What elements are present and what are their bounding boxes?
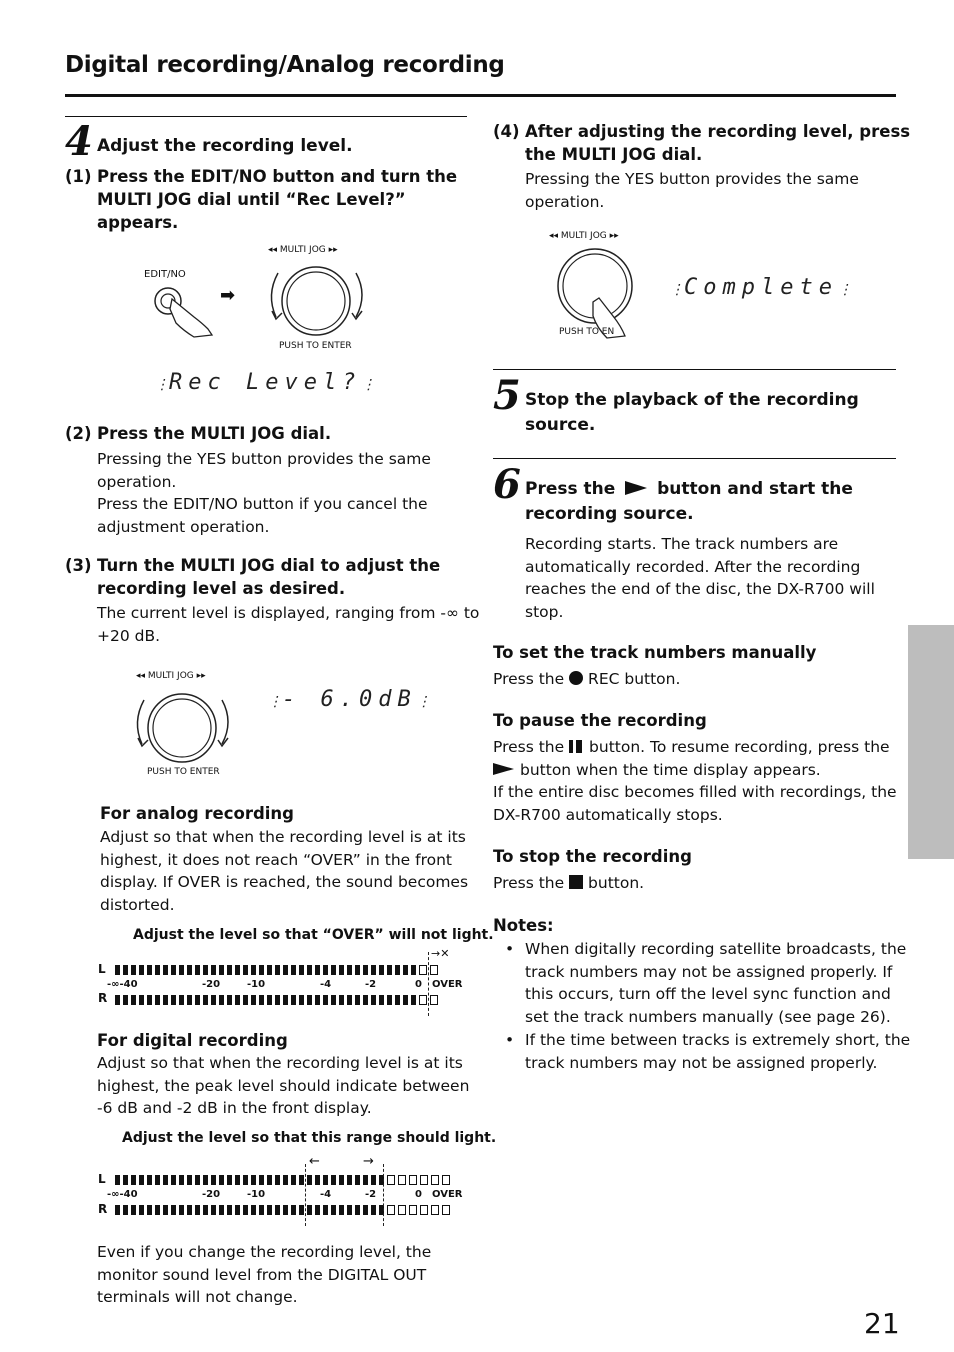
meter-segment-lit bbox=[147, 1175, 152, 1185]
lcd-complete: ⋮Complete⋮ bbox=[670, 275, 852, 300]
meter-segment-lit bbox=[147, 965, 152, 975]
meter-segment-lit bbox=[131, 965, 136, 975]
step4-rule bbox=[65, 116, 467, 117]
meter-segment-lit bbox=[379, 965, 384, 975]
meter-segment-lit bbox=[259, 995, 264, 1005]
meter-segment-unlit bbox=[442, 1205, 450, 1215]
step6-number: 6 bbox=[493, 461, 521, 508]
meter-segment-lit bbox=[291, 965, 296, 975]
meter-r-label: R bbox=[98, 991, 108, 1005]
meter-segment-unlit bbox=[431, 1205, 439, 1215]
meter-segment-lit bbox=[219, 995, 224, 1005]
meter-segment-lit bbox=[299, 1205, 304, 1215]
meter-segment-lit bbox=[195, 995, 200, 1005]
multijog-label: ◂◂ MULTI JOG ▸▸ bbox=[136, 671, 206, 681]
note-item: When digitally recording satellite broadcasts, the track numbers may not be assigned properly. If this occurs, turn off the level sync function and set the track numbers manually (see page 26). bbox=[525, 940, 907, 1026]
meter-segment-lit bbox=[299, 1175, 304, 1185]
meter-segment-lit bbox=[211, 1205, 216, 1215]
meter-segment-lit bbox=[219, 1175, 224, 1185]
meter-segment-lit bbox=[315, 1205, 320, 1215]
meter-l-label: L bbox=[98, 962, 106, 976]
meter-segment-lit bbox=[187, 1175, 192, 1185]
meter-segment-lit bbox=[291, 1175, 296, 1185]
analog-body: Adjust so that when the recording level is at its highest, it does not reach “OVER” in the front display. If OVER is reached, the sound becomes distorted. bbox=[100, 828, 469, 914]
meter-segment-unlit bbox=[387, 1205, 395, 1215]
meter-segment-lit bbox=[123, 1175, 128, 1185]
meter-segment-lit bbox=[283, 995, 288, 1005]
editno-label: EDIT/NO bbox=[144, 269, 186, 280]
page-number: 21 bbox=[864, 1307, 900, 1340]
tick-minus-20: -20 bbox=[202, 1189, 221, 1200]
meter-segment-lit bbox=[147, 1205, 152, 1215]
meter-segment-unlit bbox=[430, 995, 438, 1005]
meter-segment-lit bbox=[243, 1205, 248, 1215]
step6-heading: Press the button and start the recording source. bbox=[525, 479, 853, 524]
meter-segment-lit bbox=[259, 1175, 264, 1185]
meter-segment-lit bbox=[227, 995, 232, 1005]
meter-segment-lit bbox=[283, 1175, 288, 1185]
meter-segment-lit bbox=[211, 1175, 216, 1185]
manual-heading: To set the track numbers manually bbox=[493, 643, 817, 662]
sub1-number: (1) bbox=[65, 167, 92, 186]
meter-segment-lit bbox=[403, 965, 408, 975]
meter-segment-lit bbox=[227, 1205, 232, 1215]
note-bullet: • bbox=[505, 1031, 515, 1049]
title-rule bbox=[65, 94, 896, 97]
note-item: If the time between tracks is extremely short, the track numbers may not be assigned properly. bbox=[525, 1031, 911, 1072]
meter-segment-lit bbox=[195, 1205, 200, 1215]
meter-segment-lit bbox=[259, 965, 264, 975]
figure-editno-multijog bbox=[140, 243, 380, 358]
meter-segment-unlit bbox=[420, 1205, 428, 1215]
meter-segment-unlit bbox=[442, 1175, 450, 1185]
meter-segment-lit bbox=[227, 965, 232, 975]
meter-segment-unlit bbox=[430, 965, 438, 975]
meter-segment-lit bbox=[195, 1175, 200, 1185]
arrow-right-icon: ➡ bbox=[220, 285, 236, 306]
meter-segment-lit bbox=[139, 965, 144, 975]
meter-segment-lit bbox=[267, 995, 272, 1005]
monitor-note: Even if you change the recording level, the monitor sound level from the DIGITAL OUT terminals will not change. bbox=[97, 1243, 432, 1306]
manual-body: Press the REC button. bbox=[493, 670, 681, 688]
meter-l-label: L bbox=[98, 1172, 106, 1186]
push-to-enter-label: PUSH TO ENTER bbox=[147, 767, 220, 777]
tick-over: OVER bbox=[432, 1189, 463, 1200]
meter-segment-lit bbox=[283, 965, 288, 975]
meter-segment-lit bbox=[403, 995, 408, 1005]
meter-segment-unlit bbox=[419, 965, 427, 975]
sub2-number: (2) bbox=[65, 424, 92, 443]
sub4-heading: After adjusting the recording level, press the MULTI JOG dial. bbox=[525, 122, 911, 164]
lcd-rec-level: ⋮Rec Level?⋮ bbox=[155, 370, 376, 395]
sub1-heading: Press the EDIT/NO button and turn the MULTI JOG dial until “Rec Level?” appears. bbox=[97, 167, 458, 232]
meter-segment-lit bbox=[283, 1205, 288, 1215]
meter-segment-lit bbox=[163, 1175, 168, 1185]
meter-segment-lit bbox=[187, 965, 192, 975]
meter-segment-lit bbox=[371, 965, 376, 975]
play-icon bbox=[625, 481, 647, 495]
meter-segment-lit bbox=[347, 995, 352, 1005]
meter-segment-unlit bbox=[420, 1175, 428, 1185]
meter-segment-lit bbox=[187, 995, 192, 1005]
meter-segment-lit bbox=[307, 965, 312, 975]
meter-segment-lit bbox=[155, 965, 160, 975]
meter-segment-lit bbox=[323, 1175, 328, 1185]
meter-segment-lit bbox=[131, 1175, 136, 1185]
meter-segment-lit bbox=[139, 995, 144, 1005]
notes-heading: Notes: bbox=[493, 916, 554, 935]
meter-segment-lit bbox=[211, 965, 216, 975]
tick-minus-2: -2 bbox=[365, 1189, 377, 1200]
meter-segment-lit bbox=[275, 965, 280, 975]
sub4-number: (4) bbox=[493, 122, 520, 141]
pause-heading: To pause the recording bbox=[493, 711, 707, 730]
meter-segment-lit bbox=[163, 965, 168, 975]
meter-segment-lit bbox=[371, 995, 376, 1005]
meter-segment-lit bbox=[267, 965, 272, 975]
meter-segment-lit bbox=[147, 995, 152, 1005]
step5-heading: Stop the playback of the recording source. bbox=[525, 390, 859, 435]
meter-segment-unlit bbox=[409, 1175, 417, 1185]
sub2-body: Pressing the YES button provides the same operation. Press the EDIT/NO button if you cancel the adjustment operation. bbox=[97, 450, 431, 536]
meter-segment-lit bbox=[171, 965, 176, 975]
meter-segment-unlit bbox=[398, 1205, 406, 1215]
tick-zero: 0 bbox=[415, 979, 422, 990]
meter-segment-lit bbox=[171, 1205, 176, 1215]
meter-segment-lit bbox=[363, 1175, 368, 1185]
sub2-heading: Press the MULTI JOG dial. bbox=[97, 424, 332, 443]
meter-segment-unlit bbox=[431, 1175, 439, 1185]
sub3-body: The current level is displayed, ranging from -∞ to +20 dB. bbox=[97, 604, 480, 645]
meter-segment-lit bbox=[139, 1205, 144, 1215]
meter-segment-lit bbox=[219, 965, 224, 975]
meter-segment-lit bbox=[115, 1175, 120, 1185]
meter-segment-lit bbox=[259, 1205, 264, 1215]
figure-jog-level bbox=[120, 668, 260, 783]
meter-segment-lit bbox=[323, 1205, 328, 1215]
range-end-line bbox=[383, 1164, 385, 1226]
meter-segment-lit bbox=[235, 965, 240, 975]
meter-segment-lit bbox=[363, 965, 368, 975]
multijog-label: ◂◂ MULTI JOG ▸▸ bbox=[549, 231, 619, 241]
meter-segment-lit bbox=[203, 995, 208, 1005]
step6-rule bbox=[493, 458, 896, 459]
hand-press-icon bbox=[150, 283, 215, 338]
meter-segment-lit bbox=[203, 1175, 208, 1185]
meter-segment-lit bbox=[123, 1205, 128, 1215]
meter-segment-lit bbox=[235, 1205, 240, 1215]
digital-heading: For digital recording bbox=[97, 1031, 288, 1050]
jog-dial-icon bbox=[258, 255, 378, 343]
section-tab bbox=[908, 625, 954, 859]
range-start-line bbox=[305, 1164, 307, 1226]
tick-zero: 0 bbox=[415, 1189, 422, 1200]
pause-body: Press the button. To resume recording, press the button when the time display appears. If the entire disc becomes filled with recordings, the DX-R700 automatically stops. bbox=[493, 738, 897, 824]
analog-heading: For analog recording bbox=[100, 804, 294, 823]
tick-minus-10: -10 bbox=[247, 1189, 266, 1200]
meter-segment-lit bbox=[235, 995, 240, 1005]
meter-segment-lit bbox=[275, 1175, 280, 1185]
meter-segment-lit bbox=[339, 1205, 344, 1215]
meter-segment-lit bbox=[267, 1205, 272, 1215]
step4-number: 4 bbox=[65, 118, 93, 165]
meter-segment-lit bbox=[371, 1205, 376, 1215]
sub3-number: (3) bbox=[65, 556, 92, 575]
meter-segment-lit bbox=[323, 995, 328, 1005]
meter-segment-lit bbox=[179, 1205, 184, 1215]
play-icon bbox=[493, 763, 514, 775]
meter-segment-lit bbox=[291, 1205, 296, 1215]
meter-segment-unlit bbox=[409, 1205, 417, 1215]
meter-segment-lit bbox=[411, 995, 416, 1005]
no-over-arrow-icon: →✕ bbox=[431, 947, 450, 960]
meter-segment-lit bbox=[187, 1205, 192, 1215]
meter-segment-lit bbox=[123, 995, 128, 1005]
meter-segment-lit bbox=[299, 995, 304, 1005]
meter-segment-lit bbox=[291, 995, 296, 1005]
meter-segment-lit bbox=[115, 1205, 120, 1215]
meter-segment-lit bbox=[315, 995, 320, 1005]
meter-segment-lit bbox=[251, 995, 256, 1005]
meter-segment-lit bbox=[323, 965, 328, 975]
meter-segment-lit bbox=[179, 1175, 184, 1185]
arrow-left-icon: ← bbox=[309, 1154, 320, 1169]
meter-segment-unlit bbox=[419, 995, 427, 1005]
tick-over: OVER bbox=[432, 979, 463, 990]
page-title: Digital recording/Analog recording bbox=[65, 52, 505, 78]
meter-segment-lit bbox=[347, 965, 352, 975]
meter-segment-lit bbox=[307, 1205, 312, 1215]
meter-segment-lit bbox=[171, 995, 176, 1005]
meter-segment-lit bbox=[355, 965, 360, 975]
meter-segment-lit bbox=[275, 995, 280, 1005]
meter-segment-lit bbox=[123, 965, 128, 975]
level-meter-analog bbox=[95, 947, 467, 1018]
pause-icon bbox=[569, 740, 576, 753]
meter-segment-lit bbox=[211, 995, 216, 1005]
multijog-label: ◂◂ MULTI JOG ▸▸ bbox=[268, 245, 338, 255]
meter-segment-lit bbox=[339, 1175, 344, 1185]
meter-segment-lit bbox=[131, 1205, 136, 1215]
meter-segment-lit bbox=[163, 995, 168, 1005]
sub4-body: Pressing the YES button provides the same operation. bbox=[525, 170, 859, 211]
meter-segment-lit bbox=[115, 995, 120, 1005]
meter-segment-lit bbox=[251, 1205, 256, 1215]
tick-minus-4: -4 bbox=[320, 1189, 332, 1200]
meter-segment-lit bbox=[387, 965, 392, 975]
meter-segment-lit bbox=[179, 995, 184, 1005]
jog-dial-press-icon bbox=[553, 244, 653, 339]
meter-segment-lit bbox=[155, 995, 160, 1005]
meter-segment-lit bbox=[379, 995, 384, 1005]
meter-segment-lit bbox=[163, 1205, 168, 1215]
meter-segment-lit bbox=[315, 1175, 320, 1185]
note-bullet: • bbox=[505, 940, 515, 958]
analog-caption: Adjust the level so that “OVER” will not light. bbox=[133, 927, 494, 943]
stop-icon bbox=[569, 875, 583, 889]
push-to-enter-label: PUSH TO EN bbox=[559, 327, 615, 337]
tick-minus-20: -20 bbox=[202, 979, 221, 990]
meter-segment-lit bbox=[251, 1175, 256, 1185]
meter-segment-lit bbox=[363, 995, 368, 1005]
meter-segment-lit bbox=[331, 995, 336, 1005]
tick-minus-inf: -∞-40 bbox=[107, 1189, 138, 1200]
step5-number: 5 bbox=[493, 372, 521, 419]
meter-segment-lit bbox=[315, 965, 320, 975]
meter-segment-lit bbox=[411, 965, 416, 975]
meter-segment-lit bbox=[243, 965, 248, 975]
meter-segment-lit bbox=[299, 965, 304, 975]
meter-segment-lit bbox=[355, 1205, 360, 1215]
sub3-heading: Turn the MULTI JOG dial to adjust the recording level as desired. bbox=[97, 556, 441, 598]
meter-segment-lit bbox=[395, 965, 400, 975]
digital-caption: Adjust the level so that this range should light. bbox=[122, 1130, 497, 1146]
meter-segment-unlit bbox=[398, 1175, 406, 1185]
meter-segment-lit bbox=[155, 1205, 160, 1215]
meter-segment-lit bbox=[203, 1205, 208, 1215]
meter-segment-lit bbox=[235, 1175, 240, 1185]
meter-segment-lit bbox=[387, 995, 392, 1005]
step5-rule bbox=[493, 369, 896, 370]
meter-segment-lit bbox=[363, 1205, 368, 1215]
meter-segment-lit bbox=[371, 1175, 376, 1185]
meter-segment-lit bbox=[331, 1205, 336, 1215]
meter-segment-lit bbox=[203, 965, 208, 975]
figure-jog-press bbox=[545, 228, 665, 343]
meter-segment-lit bbox=[339, 995, 344, 1005]
over-limit-line bbox=[428, 952, 430, 1016]
level-meter-digital bbox=[95, 1156, 467, 1226]
meter-segment-lit bbox=[179, 965, 184, 975]
meter-segment-lit bbox=[139, 1175, 144, 1185]
meter-segment-lit bbox=[347, 1175, 352, 1185]
jog-dial-icon bbox=[124, 682, 244, 770]
meter-segment-lit bbox=[331, 965, 336, 975]
meter-r-label: R bbox=[98, 1202, 108, 1216]
meter-segment-lit bbox=[219, 1205, 224, 1215]
meter-segment-lit bbox=[267, 1175, 272, 1185]
digital-body: Adjust so that when the recording level is at its highest, the peak level should indicate between -6 dB and -2 dB in the front display. bbox=[97, 1054, 470, 1117]
lcd-level-value: ⋮- 6.0dB⋮ bbox=[268, 687, 431, 712]
meter-segment-lit bbox=[307, 1175, 312, 1185]
meter-segment-lit bbox=[155, 1175, 160, 1185]
meter-segment-lit bbox=[355, 995, 360, 1005]
step6-body: Recording starts. The track numbers are automatically recorded. After the recording reaches the end of the disc, the DX-R700 will stop. bbox=[525, 535, 875, 621]
rec-icon bbox=[569, 671, 583, 685]
tick-minus-2: -2 bbox=[365, 979, 377, 990]
meter-segment-lit bbox=[115, 965, 120, 975]
meter-segment-lit bbox=[339, 965, 344, 975]
meter-segment-lit bbox=[275, 1205, 280, 1215]
meter-segment-lit bbox=[307, 995, 312, 1005]
meter-segment-lit bbox=[131, 995, 136, 1005]
stop-heading: To stop the recording bbox=[493, 847, 692, 866]
push-to-enter-label: PUSH TO ENTER bbox=[279, 341, 352, 351]
tick-minus-10: -10 bbox=[247, 979, 266, 990]
meter-segment-lit bbox=[195, 965, 200, 975]
meter-segment-lit bbox=[227, 1175, 232, 1185]
meter-segment-lit bbox=[331, 1175, 336, 1185]
step4-heading: Adjust the recording level. bbox=[97, 136, 353, 156]
meter-segment-lit bbox=[347, 1205, 352, 1215]
meter-segment-unlit bbox=[387, 1175, 395, 1185]
meter-segment-lit bbox=[395, 995, 400, 1005]
arrow-right-icon: → bbox=[363, 1154, 374, 1169]
meter-segment-lit bbox=[243, 1175, 248, 1185]
stop-body: Press the button. bbox=[493, 874, 645, 892]
meter-segment-lit bbox=[251, 965, 256, 975]
meter-segment-lit bbox=[355, 1175, 360, 1185]
tick-minus-4: -4 bbox=[320, 979, 332, 990]
meter-segment-lit bbox=[171, 1175, 176, 1185]
tick-minus-inf: -∞-40 bbox=[107, 979, 138, 990]
meter-segment-lit bbox=[243, 995, 248, 1005]
